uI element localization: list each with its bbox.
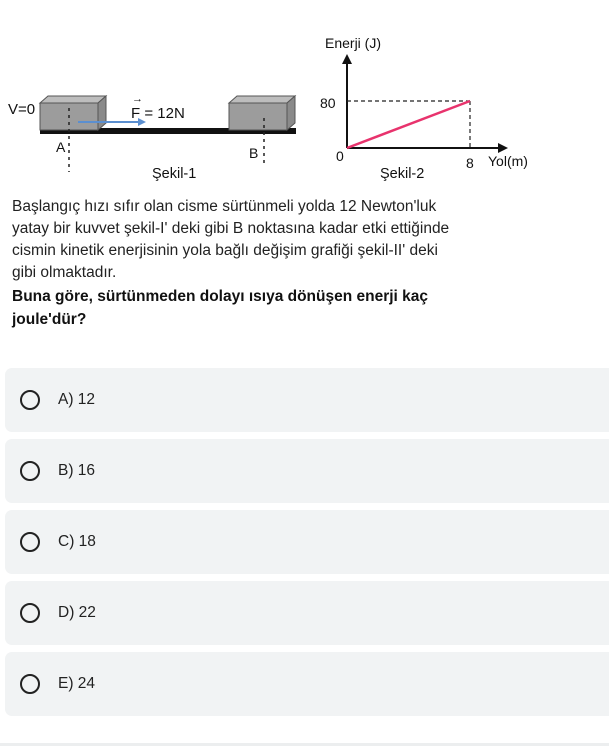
- question-line: gibi olmaktadır.: [12, 264, 117, 281]
- option-c[interactable]: [5, 510, 609, 574]
- question-figure: [0, 0, 609, 190]
- option-e[interactable]: [5, 652, 609, 716]
- x-axis-arrow-icon: [498, 143, 508, 153]
- option-label: B) 16: [58, 462, 96, 479]
- x-tick-label: 8: [466, 155, 474, 171]
- block-at-b: [229, 96, 295, 130]
- figure-1-caption: Şekil-1: [152, 166, 197, 182]
- y-axis-arrow-icon: [342, 54, 352, 64]
- energy-series-line: [347, 101, 470, 148]
- radio-button-icon[interactable]: [20, 603, 40, 623]
- question-prompt-line: Buna göre, sürtünmeden dolayı ısıya dönüşen enerji kaç: [12, 288, 429, 305]
- radio-button-icon[interactable]: [20, 461, 40, 481]
- option-d[interactable]: [5, 581, 609, 645]
- question-prompt-line: joule'dür?: [12, 311, 87, 328]
- question-text: [12, 196, 512, 284]
- block-at-a: [40, 96, 106, 130]
- option-label: A) 12: [58, 391, 96, 408]
- option-a[interactable]: [5, 368, 609, 432]
- force-vector-arrow: →: [132, 93, 143, 105]
- radio-button-icon[interactable]: [20, 674, 40, 694]
- point-b-label: B: [249, 145, 259, 161]
- x-axis-label: Yol(m): [488, 153, 528, 169]
- question-prompt: [12, 285, 512, 331]
- option-label: C) 18: [58, 533, 96, 550]
- radio-button-icon[interactable]: [20, 390, 40, 410]
- force-label: F = 12N: [131, 105, 185, 122]
- question-line: cismin kinetik enerjisinin yola bağlı değişim grafiği şekil-II' deki: [12, 242, 438, 259]
- option-label: E) 24: [58, 675, 96, 692]
- option-b[interactable]: [5, 439, 609, 503]
- y-axis-label: Enerji (J): [325, 35, 382, 51]
- point-a-label: A: [56, 139, 66, 155]
- question-line: yatay bir kuvvet şekil-I' deki gibi B noktasına kadar etki ettiğinde: [12, 220, 450, 237]
- energy-chart: [347, 101, 470, 148]
- question-line: Başlangıç hızı sıfır olan cisme sürtünmeli yolda 12 Newton'luk: [12, 198, 437, 215]
- initial-velocity-label: V=0: [8, 101, 36, 118]
- y-tick-label: 80: [320, 95, 336, 111]
- figure-2-caption: Şekil-2: [380, 166, 425, 182]
- option-label: D) 22: [58, 604, 96, 621]
- radio-button-icon[interactable]: [20, 532, 40, 552]
- origin-label: 0: [336, 148, 344, 164]
